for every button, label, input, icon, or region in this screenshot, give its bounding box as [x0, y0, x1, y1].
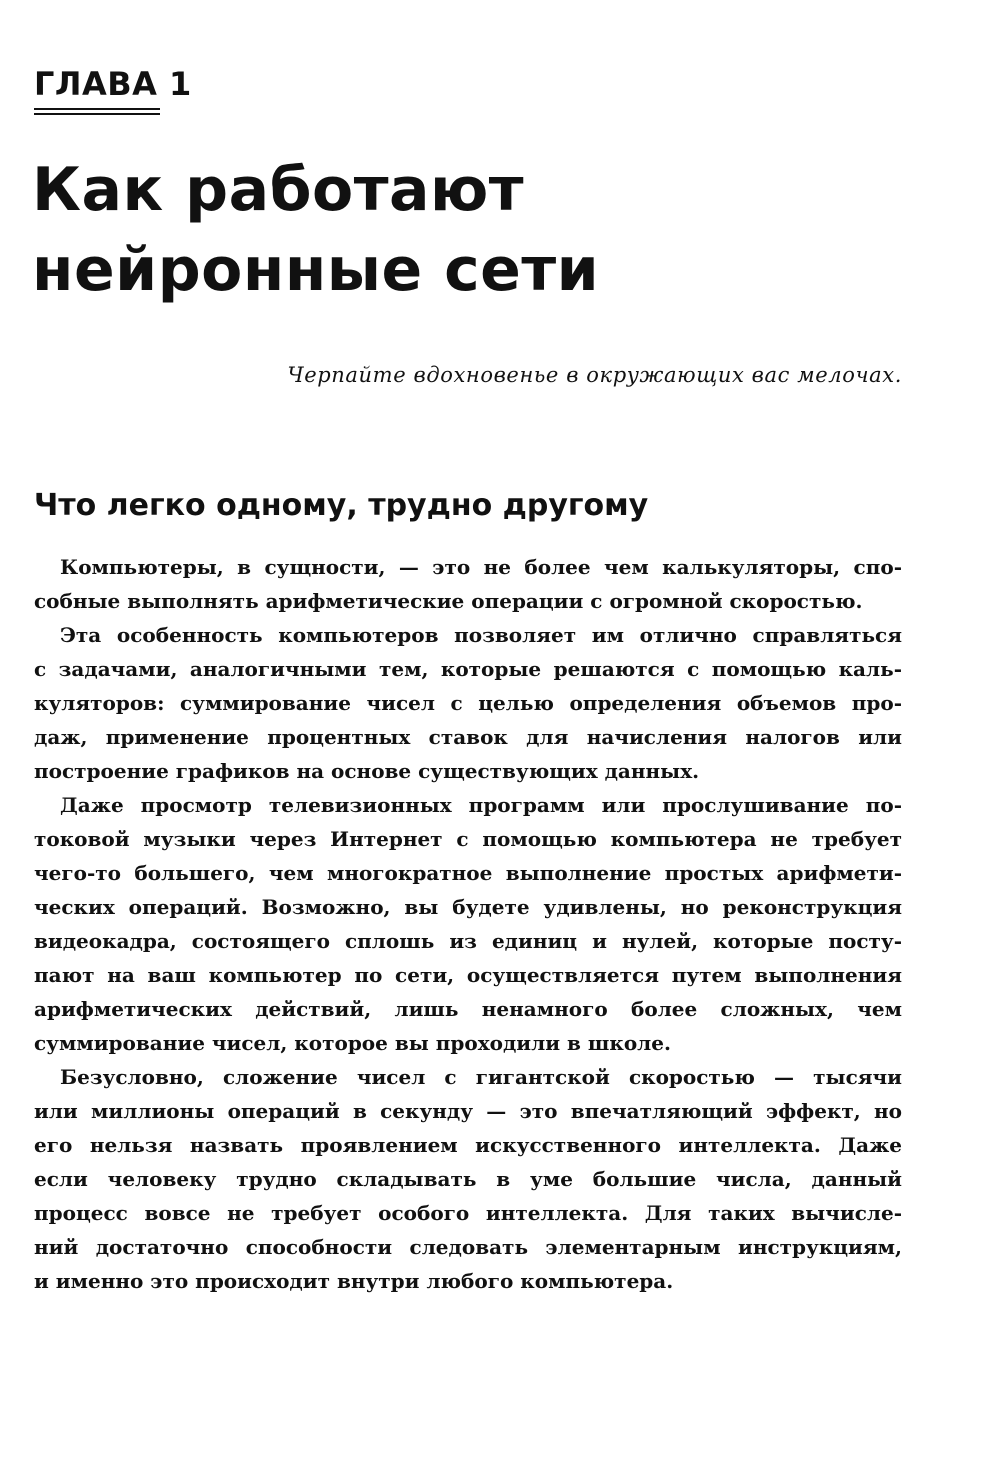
paragraph-2: [34, 618, 902, 788]
paragraph-line: токовой музыки через Интернет с помощью компьютера не требует: [34, 827, 902, 851]
paragraph-3: [34, 788, 902, 1060]
paragraph-line: Даже просмотр телевизионных программ или прослушивание по-: [60, 793, 902, 817]
chapter-title: [32, 150, 599, 310]
paragraph-line: собные выполнять арифметические операции с огромной скоростью.: [34, 589, 863, 613]
paragraph-line: чего-то большего, чем многократное выполнение простых арифмети-: [34, 861, 902, 885]
paragraph-line: построение графиков на основе существующих данных.: [34, 759, 700, 783]
epigraph: Черпайте вдохновенье в окружающих вас мелочах.: [287, 363, 902, 387]
chapter-title-line-1: Как работают: [32, 155, 525, 225]
paragraph-line: суммирование чисел, которое вы проходили в школе.: [34, 1031, 671, 1055]
paragraph-line: если человеку трудно складывать в уме большие числа, данный: [34, 1167, 902, 1191]
paragraph-4: [34, 1060, 902, 1298]
paragraph-line: Безусловно, сложение чисел с гигантской скоростью — тысячи: [60, 1065, 902, 1089]
paragraph-line: или миллионы операций в секунду — это впечатляющий эффект, но: [34, 1099, 902, 1123]
paragraph-line: даж, применение процентных ставок для начисления налогов или: [34, 725, 902, 749]
paragraph-line: его нельзя назвать проявлением искусственного интеллекта. Даже: [34, 1133, 902, 1157]
paragraph-line: и именно это происходит внутри любого компьютера.: [34, 1269, 674, 1293]
paragraph-line: пают на ваш компьютер по сети, осуществляется путем выполнения: [34, 963, 902, 987]
paragraph-line: Эта особенность компьютеров позволяет им отлично справляться: [60, 623, 902, 647]
paragraph-line: процесс вовсе не требует особого интеллекта. Для таких вычисле-: [34, 1201, 902, 1225]
paragraph-line: арифметических действий, лишь ненамного более сложных, чем: [34, 997, 902, 1021]
paragraph-line: ческих операций. Возможно, вы будете удивлены, но реконструкция: [34, 895, 902, 919]
paragraph-line: Компьютеры, в сущности, — это не более чем калькуляторы, спо-: [60, 555, 902, 579]
section-heading: Что легко одному, трудно другому: [34, 488, 649, 523]
chapter-label-rule-top: [34, 108, 160, 110]
chapter-title-line-2: нейронные сети: [32, 235, 600, 305]
chapter-label-rule-bottom: [34, 113, 160, 115]
paragraph-1: [34, 550, 902, 618]
body-text: [34, 550, 902, 1298]
paragraph-line: куляторов: суммирование чисел с целью определения объемов про-: [34, 691, 902, 715]
chapter-label: ГЛАВА 1: [34, 65, 192, 103]
paragraph-line: ний достаточно способности следовать элементарным инструкциям,: [34, 1235, 902, 1259]
paragraph-line: видеокадра, состоящего сплошь из единиц и нулей, которые посту-: [34, 929, 902, 953]
paragraph-line: с задачами, аналогичными тем, которые решаются с помощью каль-: [34, 657, 902, 681]
